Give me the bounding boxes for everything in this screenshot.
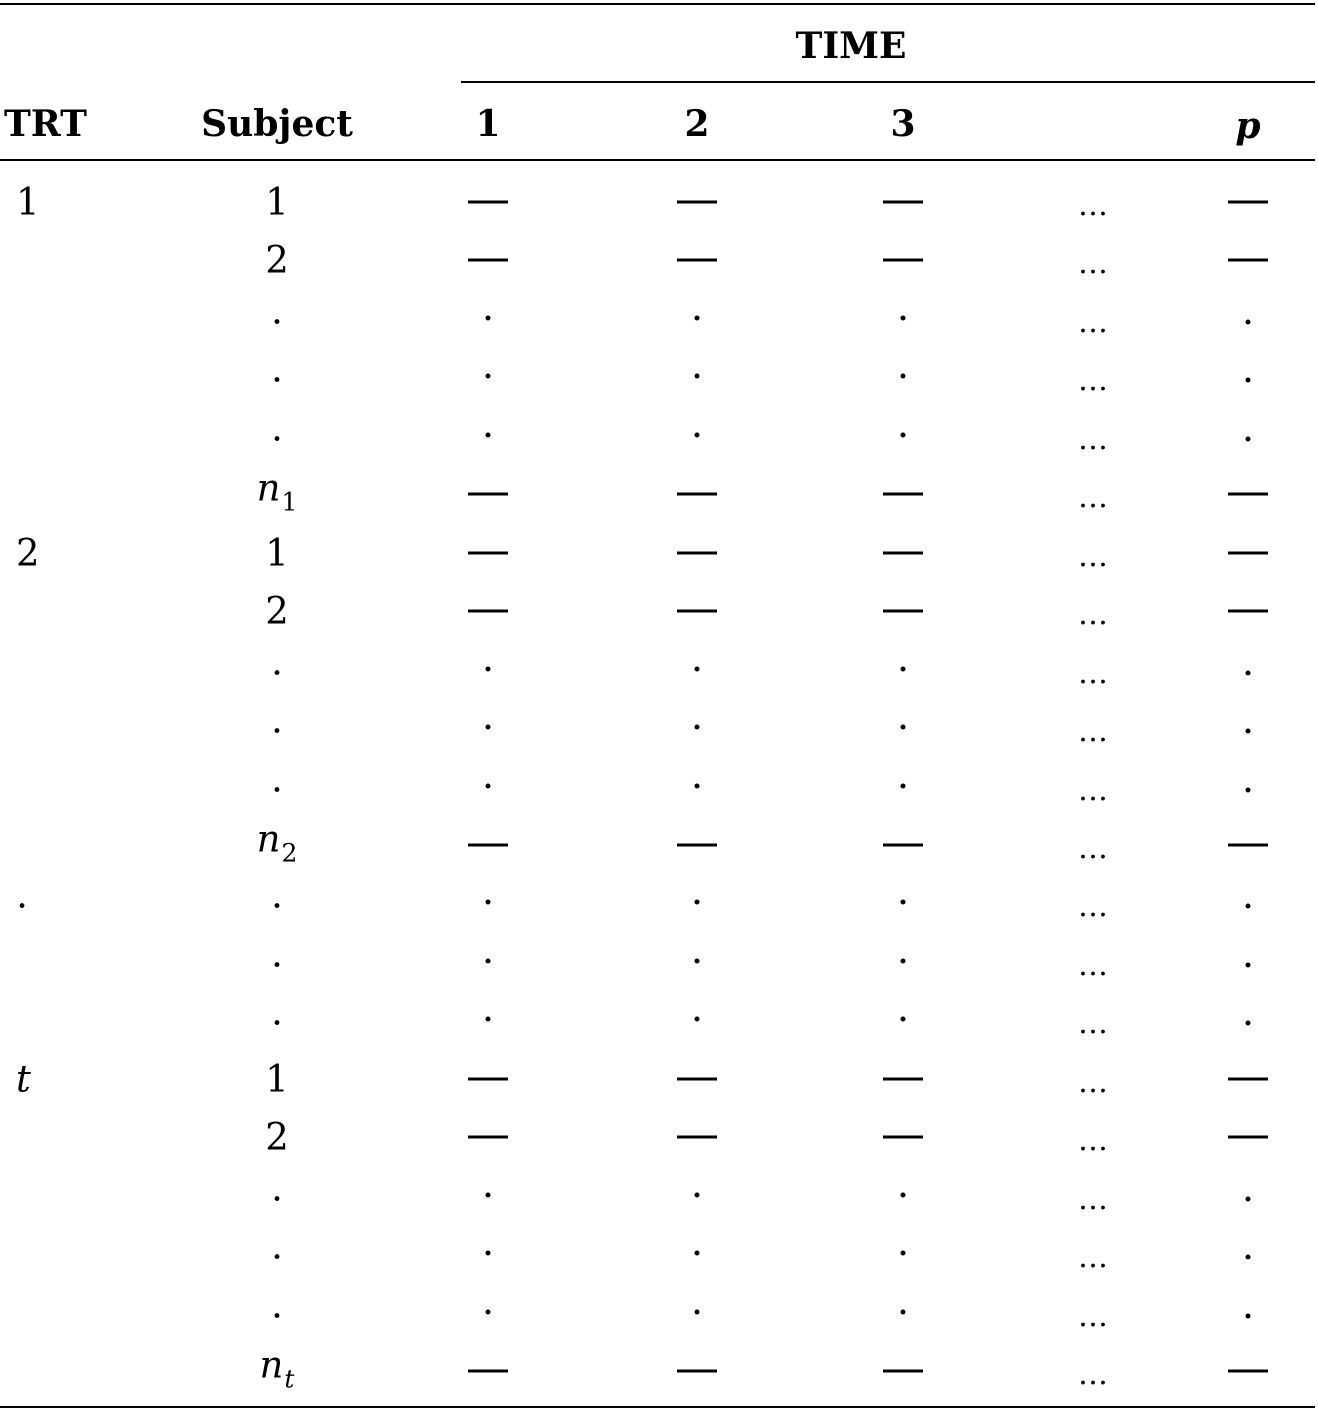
value-dot	[1246, 670, 1251, 675]
value-ellipsis: …	[1078, 246, 1108, 282]
subject-column-header: Subject	[201, 103, 353, 145]
subject-cell: 1	[265, 1057, 289, 1101]
value-ellipsis: …	[1078, 830, 1108, 866]
trt-cell: t	[16, 1057, 31, 1101]
value-dot	[486, 315, 491, 320]
value-dot	[901, 666, 906, 671]
subject-cell: .	[271, 347, 283, 391]
value-ellipsis: …	[1078, 1240, 1108, 1276]
subject-symbol: n	[259, 1343, 284, 1387]
trt-column-header: TRT	[4, 103, 87, 145]
value-dot	[695, 315, 700, 320]
value-dash	[468, 493, 508, 496]
value-dot	[486, 1192, 491, 1197]
value-ellipsis: …	[1078, 304, 1108, 340]
value-dash	[677, 843, 717, 846]
value-dot	[1246, 378, 1251, 383]
subject-cell: .	[271, 1283, 283, 1327]
value-dot	[901, 1192, 906, 1197]
value-dash	[1228, 201, 1268, 204]
subject-cell: .	[271, 640, 283, 684]
value-dash	[883, 201, 923, 204]
value-dot	[901, 432, 906, 437]
value-dot	[695, 725, 700, 730]
subject-cell: 1	[265, 180, 289, 224]
value-dot	[901, 1309, 906, 1314]
value-dot	[695, 374, 700, 379]
value-ellipsis: …	[1078, 1181, 1108, 1217]
bottom-rule	[0, 1406, 1315, 1408]
value-dash	[468, 201, 508, 204]
value-dot	[1246, 787, 1251, 792]
value-dot	[901, 958, 906, 963]
value-dash	[883, 843, 923, 846]
subject-cell: .	[271, 932, 283, 976]
value-ellipsis: …	[1078, 772, 1108, 808]
value-dot	[695, 1251, 700, 1256]
value-dot	[1246, 436, 1251, 441]
value-dot	[1246, 319, 1251, 324]
value-dash	[1228, 259, 1268, 262]
value-dash	[677, 610, 717, 613]
subject-subscript: 2	[281, 838, 298, 868]
value-dot	[1246, 962, 1251, 967]
value-dash	[468, 843, 508, 846]
value-ellipsis: …	[1078, 1064, 1108, 1100]
subject-cell: 2	[265, 238, 289, 282]
time-column-header-2: 2	[684, 103, 710, 145]
value-dot	[901, 900, 906, 905]
value-dot	[1246, 904, 1251, 909]
value-dot	[695, 666, 700, 671]
value-dash	[883, 551, 923, 554]
value-ellipsis: …	[1078, 363, 1108, 399]
value-dash	[677, 493, 717, 496]
value-dot	[695, 1192, 700, 1197]
value-dot	[1246, 1196, 1251, 1201]
value-dot	[1246, 1313, 1251, 1318]
value-ellipsis: …	[1078, 889, 1108, 925]
subject-cell: .	[271, 406, 283, 450]
subject-subscript: t	[284, 1364, 295, 1394]
value-dot	[1246, 1021, 1251, 1026]
subject-cell	[259, 1343, 295, 1394]
subject-cell: .	[271, 990, 283, 1034]
value-dash	[677, 551, 717, 554]
value-dot	[901, 374, 906, 379]
value-dot	[486, 900, 491, 905]
value-dot	[486, 666, 491, 671]
value-dash	[883, 1370, 923, 1373]
value-ellipsis: …	[1078, 714, 1108, 750]
value-dot	[901, 315, 906, 320]
subject-symbol: n	[256, 466, 281, 510]
value-dot	[695, 783, 700, 788]
value-ellipsis: …	[1078, 188, 1108, 223]
value-dot	[486, 1251, 491, 1256]
value-dash	[468, 1136, 508, 1139]
trt-cell: 1	[16, 180, 40, 224]
value-dash	[1228, 1370, 1268, 1373]
value-dash	[468, 1077, 508, 1080]
value-dash	[883, 1136, 923, 1139]
value-dash	[468, 259, 508, 262]
value-dot	[901, 783, 906, 788]
subject-cell: 2	[265, 589, 289, 633]
subject-cell	[256, 466, 298, 517]
value-dash	[677, 1136, 717, 1139]
value-dash	[1228, 493, 1268, 496]
value-dash	[883, 259, 923, 262]
header-rule	[0, 159, 1315, 161]
value-ellipsis: …	[1078, 1298, 1108, 1334]
value-dot	[486, 1309, 491, 1314]
value-ellipsis: …	[1078, 421, 1108, 457]
value-dash	[883, 1077, 923, 1080]
value-dash	[1228, 1077, 1268, 1080]
value-dot	[486, 958, 491, 963]
subject-cell: 1	[265, 531, 289, 575]
value-ellipsis: …	[1078, 655, 1108, 691]
value-ellipsis: …	[1078, 538, 1108, 574]
value-dot	[901, 1251, 906, 1256]
value-dot	[695, 958, 700, 963]
value-dash	[468, 551, 508, 554]
value-dash	[677, 201, 717, 204]
value-dash	[1228, 843, 1268, 846]
value-ellipsis: …	[1078, 947, 1108, 983]
value-dash	[468, 610, 508, 613]
trt-cell: 2	[16, 531, 40, 575]
subject-subscript: 1	[281, 487, 298, 517]
value-dot	[695, 1017, 700, 1022]
value-dot	[695, 900, 700, 905]
time-column-header-1: 1	[475, 103, 501, 145]
value-dot	[486, 432, 491, 437]
value-dash	[677, 1077, 717, 1080]
value-ellipsis: …	[1078, 1123, 1108, 1159]
value-dash	[1228, 610, 1268, 613]
value-dash	[883, 610, 923, 613]
value-ellipsis: …	[1078, 1357, 1108, 1392]
time-span-rule	[461, 81, 1315, 83]
value-ellipsis: …	[1078, 1006, 1108, 1042]
value-dot	[695, 1309, 700, 1314]
value-ellipsis: …	[1078, 597, 1108, 633]
value-dot	[486, 374, 491, 379]
value-dash	[1228, 1136, 1268, 1139]
value-dot	[1246, 729, 1251, 734]
value-dot	[901, 725, 906, 730]
value-dot	[486, 1017, 491, 1022]
value-dot	[486, 783, 491, 788]
subject-cell: .	[271, 757, 283, 800]
time-column-header-3: 3	[890, 103, 916, 145]
value-dot	[901, 1017, 906, 1022]
subject-cell: .	[271, 289, 283, 333]
value-dash	[677, 1370, 717, 1373]
subject-cell: 2	[265, 1115, 289, 1159]
value-dot	[1246, 1255, 1251, 1260]
value-ellipsis: …	[1078, 480, 1108, 516]
value-dash	[468, 1370, 508, 1373]
value-dash	[677, 259, 717, 262]
value-dot	[695, 432, 700, 437]
trt-cell: .	[16, 873, 28, 917]
subject-cell	[256, 817, 298, 868]
time-column-header-5: p	[1235, 105, 1261, 147]
subject-symbol: n	[256, 817, 281, 861]
subject-cell: .	[271, 873, 283, 917]
value-dash	[883, 493, 923, 496]
time-header: TIME	[795, 25, 907, 67]
subject-cell: .	[271, 1166, 283, 1210]
value-dash	[1228, 551, 1268, 554]
subject-cell: .	[271, 698, 283, 742]
value-dot	[486, 725, 491, 730]
top-rule	[0, 3, 1315, 5]
subject-cell: .	[271, 1224, 283, 1268]
